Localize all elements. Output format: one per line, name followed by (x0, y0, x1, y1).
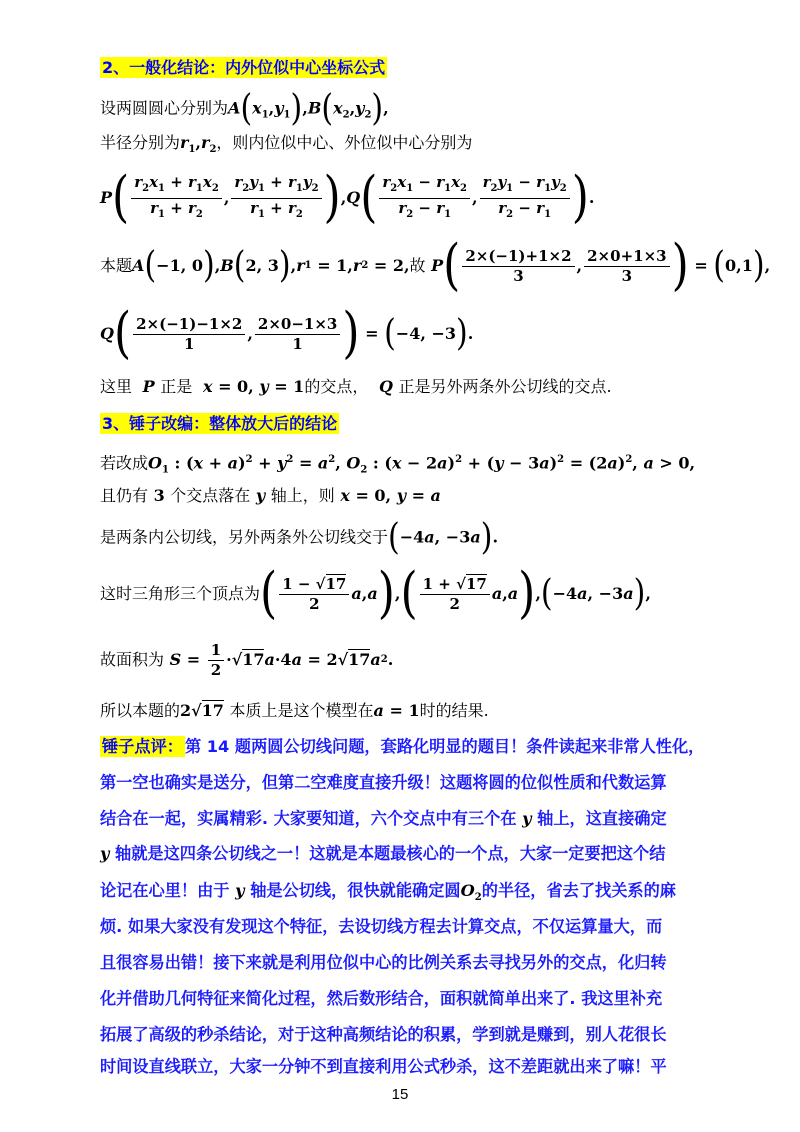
pq-mid1: 正是 (160, 377, 193, 396)
comment-text-10: 时间设直线联立，大家一分钟不到直接利用公式秒杀，这不差距就出来了嘛！平 (100, 1057, 667, 1076)
centers-text: 设两圆圆心分别为 (100, 98, 229, 118)
comment-line-6 (100, 916, 662, 938)
tangents-line: 是两条内公切线，另外两条外公切线交于(−4a, −3a). (100, 516, 499, 559)
comment-line-5: 论记在心里！由于 y 轴是公切线，很快就能确定圆$O_2$的半径，省去了找关系的麻 (100, 881, 676, 904)
section-3-heading: 3、锤子改编：整体放大后的结论 (102, 414, 338, 433)
comment-line-3: 结合在一起，实属精彩. 大家要知道，六个交点中有三个在 y 轴上，这直接确定 (100, 809, 667, 828)
comment-text-6: 烦. 如果大家没有发现这个特征，去设切线方程去计算交点，不仅运算量大，而 (100, 917, 663, 936)
q-example-line: Q ( $\frac{2\times(-1)-1\times 2}{1}$ , $\frac{2\times 0-1\times 3}{1}$ ) = ( −4, −3 ) . (100, 301, 474, 366)
comment-text-5b: 轴是公切线，很快就能确定圆 (250, 881, 461, 900)
comment-line-8 (100, 988, 662, 1010)
three-points-1: 且仍有 (100, 486, 149, 505)
radii-formula: r (180, 133, 189, 152)
area-half: $\frac{1}{2}$ (208, 641, 224, 680)
conclusion-prefix: 所以本题的 (100, 701, 181, 720)
homothety-formula-line: P ( $\frac{r_2x_1 + r_1x_2}{r_1 + r_2}$ , $\frac{r_2y_1 + r_1y_2}{r_1 + r_2}$ ) , Q ( $\frac{r_2x_1 - r_1x_2}{r_2 - r_1}$ , $\frac{r_2y_1 - r_1y_2}{r_2 - r_1}$ ) . (100, 165, 595, 230)
comment-text-2: 第一空也确实是送分，但第二空难度直接升级！这题将圆的位似性质和代数运算 (100, 773, 667, 792)
comment-text-1: 第 14 题两圆公切线问题，套路化明显的题目！条件读起来非常人性化， (184, 737, 705, 756)
example-qx: $\frac{2\times(-1)-1\times 2}{1}$ (133, 315, 245, 354)
comment-text-3a: 结合在一起，实属精彩. 大家要知道，六个交点中有三个在 (100, 809, 517, 828)
radii-text: 半径分别为 (100, 133, 181, 152)
conclusion-line: 所以本题的2√17 本质上是这个模型在a = 1时的结果. (100, 701, 489, 720)
area-text: 故面积为 (100, 650, 165, 669)
comment-text-5a: 论记在心里！由于 (100, 881, 230, 900)
comment-line-2 (100, 772, 667, 794)
page-number: 15 (391, 1086, 409, 1103)
comment-line-10 (100, 1056, 667, 1078)
modified-prefix: 若改成 (100, 453, 149, 473)
three-points-3: 轴上，则 (270, 486, 335, 505)
conclusion-mid: 本质上是这个模型在 (229, 701, 374, 720)
comment-text-7: 且很容易出错！接下来就是利用位似中心的比例关系去寻找另外的交点，化归转 (100, 953, 667, 972)
section-3-heading-row (100, 413, 339, 435)
section-2-heading: 2、一般化结论：内外位似中心坐标公式 (102, 58, 386, 77)
comment-line-9 (100, 1024, 667, 1046)
pq-mid2: 的交点， (304, 377, 369, 396)
example-px: $\frac{2\times(-1)+1\times 2}{3}$ (462, 247, 574, 286)
q-y-fraction: $\frac{r_2y_1 - r_1y_2}{r_2 - r_1}$ (480, 173, 570, 224)
example-qy: $\frac{2\times 0-1\times 3}{1}$ (255, 315, 340, 354)
conclusion-tail: 时的结果. (419, 701, 489, 720)
vertex2-fraction: $\frac{1 + √17}{2}$ (420, 575, 490, 614)
pq-prefix: 这里 (100, 377, 133, 396)
comment-text-4: 轴就是这四条公切线之一！这就是本题最核心的一个点，大家一定要把这个结 (115, 844, 666, 863)
centers-formula: A (228, 98, 241, 118)
example-py: $\frac{2\times 0+1\times 3}{3}$ (584, 247, 669, 286)
vertex1-fraction: $\frac{1 - √17}{2}$ (279, 575, 349, 614)
radii-line: 半径分别为$r_1,r_2$，则内位似中心、外位似中心分别为 (100, 133, 473, 156)
radii-suffix: ，则内位似中心、外位似中心分别为 (216, 133, 473, 152)
vertices-text: 这时三角形三个顶点为 (100, 584, 261, 603)
example-prefix: 本题 (100, 256, 133, 275)
tangents-text: 是两条内公切线，另外两条外公切线交于 (100, 527, 389, 547)
section-2-heading-row (100, 57, 387, 79)
comment-line-1 (100, 736, 704, 758)
example-therefore: 故 (409, 256, 426, 275)
comment-label: 锤子点评： (102, 737, 183, 756)
p-x-fraction: $\frac{r_2x_1 + r_1x_2}{r_1 + r_2}$ (131, 173, 222, 224)
comment-text-5c: 的半径，省去了找关系的麻 (481, 881, 676, 900)
p-y-fraction: $\frac{r_2y_1 + r_1y_2}{r_1 + r_2}$ (231, 173, 321, 224)
comment-line-4: y 轴就是这四条公切线之一！这就是本题最核心的一个点，大家一定要把这个结 (100, 844, 666, 863)
area-line: 故面积为 S = $\frac{1}{2}$ ·√17 a ·4 a = 2√17 a 2 . (100, 640, 394, 679)
pq-tail: 正是另外两条外公切线的交点. (398, 377, 612, 396)
modified-circles-line: 若改成$O_1$ : $(x + a)^2 + y^2 = a^2$, $O_2$ : $(x - 2a)^2 + (y - 3a)^2 = (2a)^2$, a > 0, (100, 453, 696, 476)
q-x-fraction: $\frac{r_2x_1 - r_1x_2}{r_2 - r_1}$ (379, 173, 470, 224)
pq-explanation-line: 这里 P 正是 x = 0, y = 1的交点， Q 正是另外两条外公切线的交点. (100, 377, 612, 396)
example-line: 本题 A ( −1, 0 ) , B ( 2, 3 ) , r 1 = 1, r 2 = 2, 故 P ( $\frac{2\times(-1)+1\times 2}{3}$ , $\frac{2\times 0+1\times 3}{3}$ ) = ( 0,1 ) , (100, 233, 771, 298)
vertices-line: 这时三角形三个顶点为 ( $\frac{1 - √17}{2}$ a , a ) , ( $\frac{1 + √17}{2}$ a , a ) , ( −4 a , −3 a ) , (100, 561, 651, 626)
three-points-2: 个交点落在 (170, 486, 251, 505)
centers-line: 设两圆圆心分别为$A(x_1,y_1),B(x_2,y_2)$, (100, 87, 389, 130)
comment-text-8: 化并借助几何特征来简化过程，然后数形结合，面积就简单出来了. 我这里补充 (100, 989, 663, 1008)
comment-text-9: 拓展了高级的秒杀结论，对于这种高频结论的积累，学到就是赚到，别人花很长 (100, 1025, 667, 1044)
comment-text-3b: 轴上，这直接确定 (537, 809, 667, 828)
comment-line-7 (100, 952, 667, 974)
three-points-line: 且仍有 3 个交点落在 y 轴上，则 x = 0, y = a (100, 486, 441, 505)
